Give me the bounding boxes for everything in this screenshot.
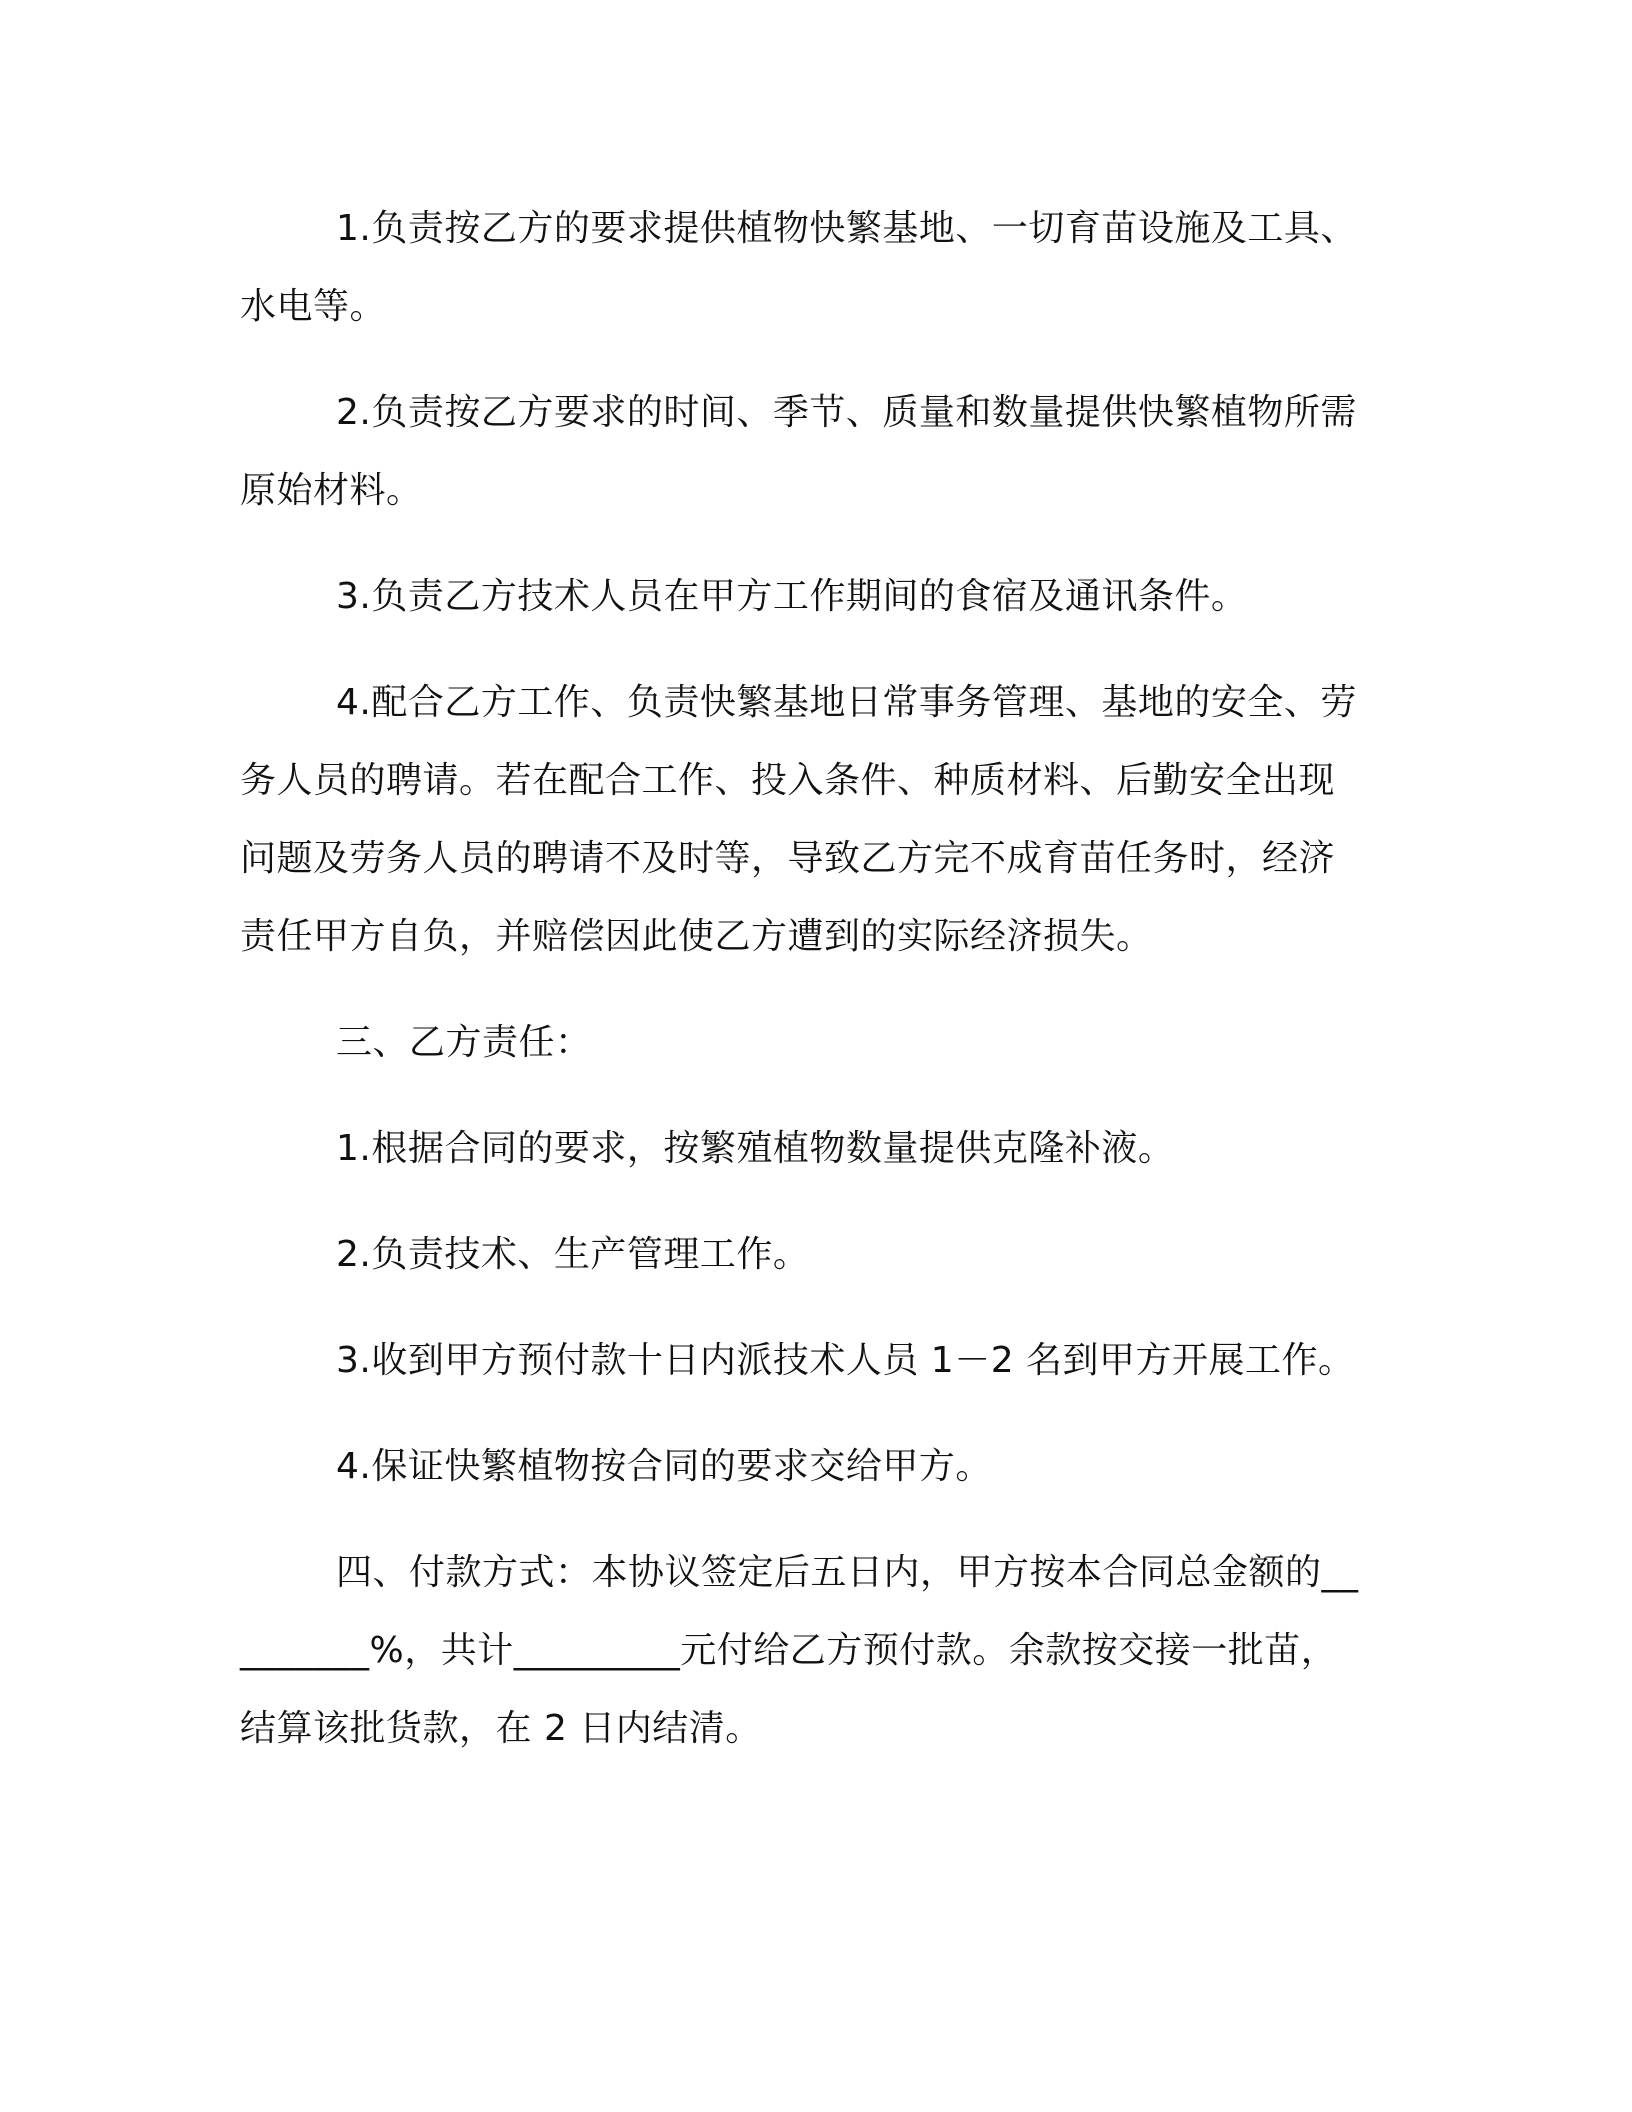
clause-2-materials: 2.负责按乙方要求的时间、季节、质量和数量提供快繁植物所需原始材料。 xyxy=(240,392,1357,511)
clause-4-cooperation: 4.配合乙方工作、负责快繁基地日常事务管理、基地的安全、劳务人员的聘请。若在配合工作、投入条件、种质材料、后勤安全出现问题及劳务人员的聘请不及时等，导致乙方完不成育苗任务时，经济责任甲方自负，并赔偿因此使乙方遭到的实际经济损失。 xyxy=(240,682,1357,957)
section-heading-party-b: 三、乙方责任： xyxy=(336,1022,592,1063)
payment-text-1: 四、付款方式：本协议签定后五日内，甲方按本合同总金额的 xyxy=(336,1552,1322,1593)
party-b-clause-3: 3.收到甲方预付款十日内派技术人员 1－2 名到甲方开展工作。 xyxy=(336,1340,1355,1381)
document-body xyxy=(240,190,1370,1796)
party-b-clause-4: 4.保证快繁植物按合同的要求交给甲方。 xyxy=(336,1446,992,1487)
payment-text-3: 元付给乙方预付款。余款按交接一批苗，结算该批货款，在 2 日内结清。 xyxy=(240,1630,1338,1749)
amount-blank: _________ xyxy=(513,1630,681,1671)
payment-text-2: %，共计 xyxy=(369,1630,514,1671)
party-b-clause-1: 1.根据合同的要求，按繁殖植物数量提供克隆补液。 xyxy=(336,1128,1175,1169)
clause-3-accommodation: 3.负责乙方技术人员在甲方工作期间的食宿及通讯条件。 xyxy=(336,576,1248,617)
percentage-blank: _________ xyxy=(240,1552,1359,1671)
payment-clause xyxy=(240,1534,1370,1768)
party-b-clause-2: 2.负责技术、生产管理工作。 xyxy=(336,1234,810,1275)
clause-1-site-facilities: 1.负责按乙方的要求提供植物快繁基地、一切育苗设施及工具、水电等。 xyxy=(240,208,1357,327)
